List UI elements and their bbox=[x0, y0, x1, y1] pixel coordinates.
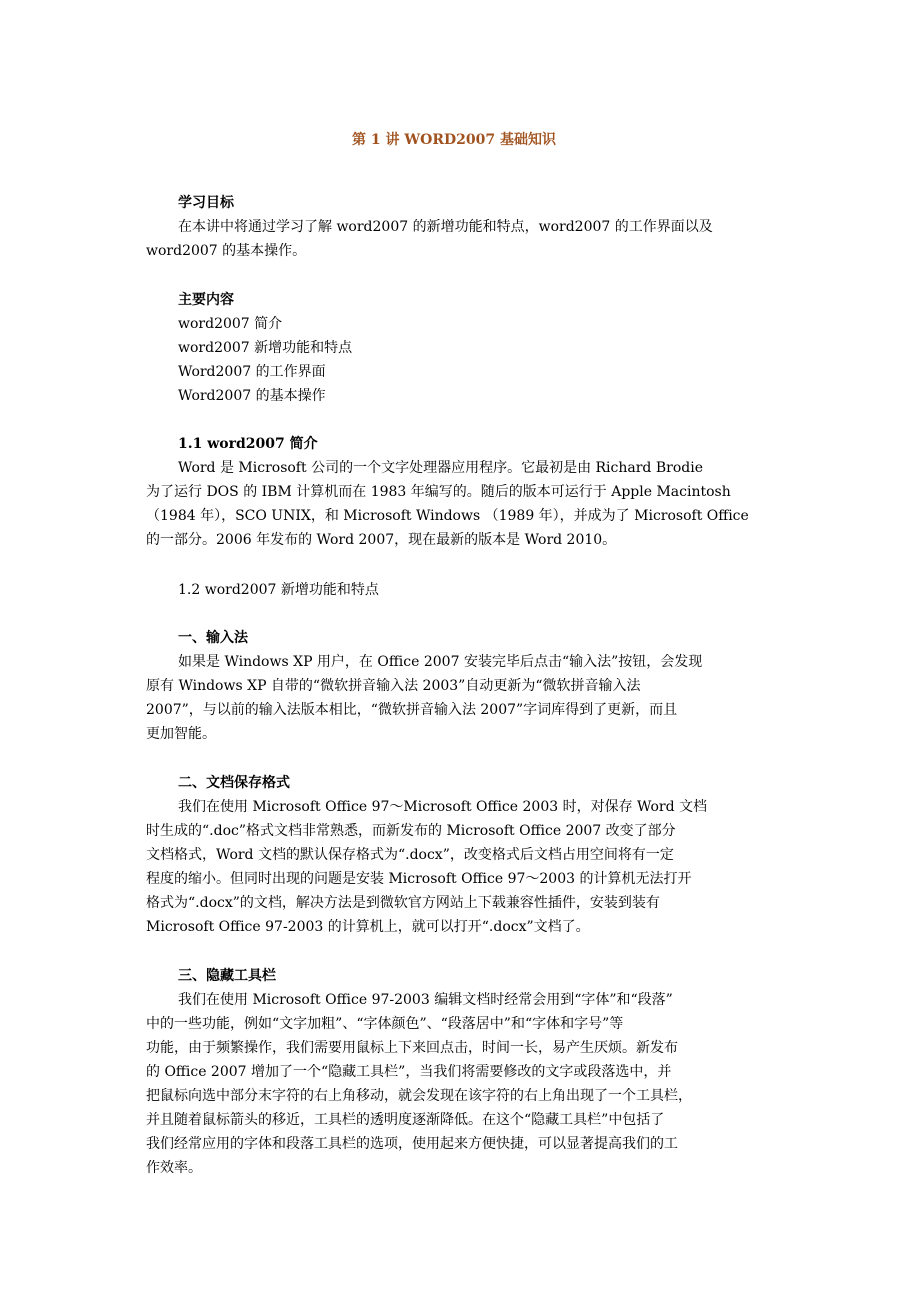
intro-section bbox=[146, 432, 764, 552]
toolbar-line: 作效率。 bbox=[146, 1160, 202, 1176]
format-line: 文档格式，Word 文档的默认保存格式为“.docx”，改变格式后文档占用空间将有一定 bbox=[146, 847, 674, 863]
objectives-line: 在本讲中将通过学习了解 word2007 的新增功能和特点，word2007 的工作界面以及 bbox=[178, 219, 713, 235]
toolbar-line: 并且随着鼠标箭头的移近，工具栏的透明度逐渐降低。在这个“隐藏工具栏”中包括了 bbox=[146, 1112, 665, 1128]
contents-item: Word2007 的工作界面 bbox=[178, 364, 326, 380]
objectives-heading: 学习目标 bbox=[178, 195, 234, 211]
intro-line: （1984 年），SCO UNIX，和 Microsoft Windows （1989 年），并成为了 Microsoft Office bbox=[146, 508, 749, 524]
ime-line: 原有 Windows XP 自带的“微软拼音输入法 2003”自动更新为“微软拼音输入法 bbox=[146, 678, 641, 694]
format-section bbox=[146, 771, 764, 939]
format-line: 格式为“.docx”的文档，解决方法是到微软官方网站上下载兼容性插件，安装到装有 bbox=[146, 895, 660, 911]
ime-line: 更加智能。 bbox=[146, 726, 216, 742]
toolbar-line: 把鼠标向选中部分末字符的右上角移动，就会发现在该字符的右上角出现了一个工具栏， bbox=[146, 1088, 692, 1104]
objectives-line: word2007 的基本操作。 bbox=[146, 243, 307, 259]
toolbar-line: 的 Office 2007 增加了一个“隐藏工具栏”，当我们将需要修改的文字或段落选中，并 bbox=[146, 1064, 672, 1080]
contents-heading: 主要内容 bbox=[178, 292, 234, 308]
contents-item: word2007 简介 bbox=[178, 316, 283, 332]
contents-item: Word2007 的基本操作 bbox=[178, 388, 326, 404]
contents-item: word2007 新增功能和特点 bbox=[178, 340, 353, 356]
intro-heading: 1.1 word2007 简介 bbox=[178, 436, 318, 452]
format-line: Microsoft Office 97-2003 的计算机上，就可以打开“.docx”文档了。 bbox=[146, 919, 590, 935]
format-line: 我们在使用 Microsoft Office 97～Microsoft Office 2003 时，对保存 Word 文档 bbox=[178, 799, 708, 815]
toolbar-line: 我们经常应用的字体和段落工具栏的选项，使用起来方便快捷，可以显著提高我们的工 bbox=[146, 1136, 678, 1152]
format-heading: 二、文档保存格式 bbox=[178, 775, 290, 791]
intro-line: Word 是 Microsoft 公司的一个文字处理器应用程序。它最初是由 Richard Brodie bbox=[178, 460, 703, 476]
objectives-section bbox=[146, 191, 764, 263]
intro-line: 的一部分。2006 年发布的 Word 2007，现在最新的版本是 Word 2010。 bbox=[146, 532, 617, 548]
ime-section bbox=[146, 626, 764, 746]
toolbar-line: 功能，由于频繁操作，我们需要用鼠标上下来回点击，时间一长，易产生厌烦。新发布 bbox=[146, 1040, 678, 1056]
toolbar-line: 中的一些功能，例如“文字加粗”、“字体颜色”、“段落居中”和“字体和字号”等 bbox=[146, 1016, 624, 1032]
format-line: 程度的缩小。但同时出现的问题是安装 Microsoft Office 97～2003 的计算机无法打开 bbox=[146, 871, 692, 887]
toolbar-heading: 三、隐藏工具栏 bbox=[178, 968, 276, 984]
intro-line: 为了运行 DOS 的 IBM 计算机而在 1983 年编写的。随后的版本可运行于 Apple Macintosh bbox=[146, 484, 731, 500]
features-section bbox=[146, 578, 764, 602]
ime-line: 2007”，与以前的输入法版本相比，“微软拼音输入法 2007”字词库得到了更新，而且 bbox=[146, 702, 678, 718]
ime-heading: 一、输入法 bbox=[178, 630, 248, 646]
ime-line: 如果是 Windows XP 用户，在 Office 2007 安装完毕后点击“输入法”按钮，会发现 bbox=[178, 654, 703, 670]
features-heading: 1.2 word2007 新增功能和特点 bbox=[178, 582, 379, 598]
contents-section bbox=[146, 288, 764, 408]
document-title: 第 1 讲 WORD2007 基础知识 bbox=[352, 132, 556, 148]
toolbar-line: 我们在使用 Microsoft Office 97-2003 编辑文档时经常会用到“字体”和“段落” bbox=[178, 992, 673, 1008]
format-line: 时生成的“.doc”格式文档非常熟悉，而新发布的 Microsoft Office 2007 改变了部分 bbox=[146, 823, 676, 839]
toolbar-section bbox=[146, 964, 764, 1180]
